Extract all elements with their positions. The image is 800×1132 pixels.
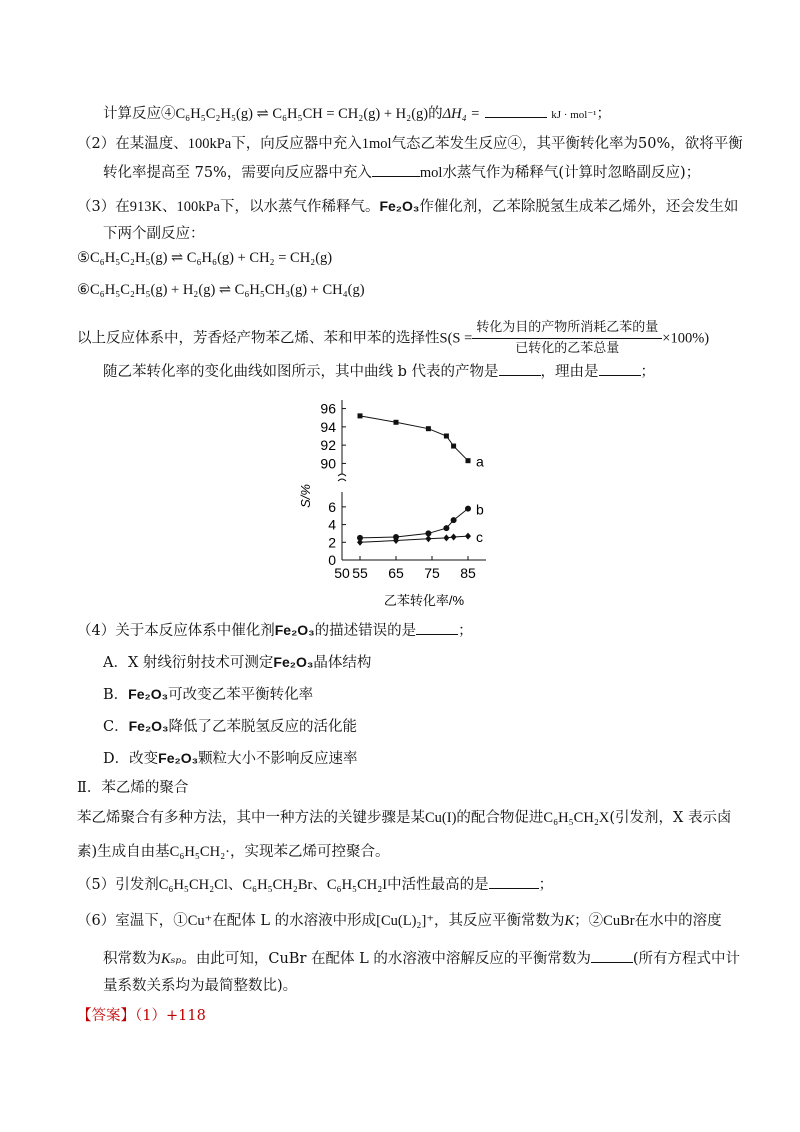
option-text: 降低了乙苯脱氢反应的活化能: [168, 719, 358, 735]
y-tick-label: 4: [328, 516, 336, 533]
q4-text: （4）关于本反应体系中催化剂: [77, 623, 275, 639]
pressure: 100kPa: [176, 199, 220, 215]
q5-text: （5）引发剂: [77, 877, 159, 893]
q3-text: ；: [640, 364, 655, 380]
selectivity-definition: [77, 318, 709, 359]
y-tick-label: 90: [320, 455, 336, 472]
option-text: B．: [103, 687, 129, 703]
q6-text: 在配体 L 的水溶液中形成: [212, 913, 377, 929]
catalyst-formula: Fe₂O₃: [158, 750, 199, 766]
q6-text: (所有方程式中计: [632, 951, 741, 967]
axis-break-mark: [338, 474, 346, 481]
section-title: Ⅱ．苯乙烯的聚合: [77, 780, 189, 796]
y-tick-label: 96: [320, 400, 336, 417]
q5: [77, 874, 553, 895]
initiator-list: C₆H₅CH₂Cl、C₆H₅CH₂Br、C₆H₅CH₂I: [158, 877, 388, 893]
radical-formula: C₆H₅CH₂·: [169, 844, 230, 860]
copper-species: Cu(I): [425, 810, 457, 826]
para-text: 的配合物促进: [456, 810, 544, 826]
reaction-5: ⑤C₆H₅C₂H₅(g) ⇌ C₆H₆(g) + CH₂ = CH₂(g): [77, 250, 333, 266]
point-b: [465, 506, 471, 512]
point-a: [426, 426, 431, 431]
series-label-c: c: [476, 529, 483, 546]
para-text: 素)生成自由基: [77, 844, 170, 860]
chart-marks: [357, 413, 484, 545]
q3-line4: [103, 361, 655, 382]
x-axis-label: 乙苯转化率/%: [383, 593, 465, 608]
selectivity-suffix: ×100%): [662, 330, 710, 347]
section2-para-line2: [77, 842, 389, 862]
catalyst-formula: Fe₂O₃: [128, 718, 169, 734]
q2-text: 气态乙苯发生反应④，其平衡转化率为50%，欲将平衡: [391, 136, 743, 152]
answer-blank[interactable]: [599, 361, 641, 376]
q4-stem: [77, 620, 473, 641]
answer-blank[interactable]: [372, 162, 420, 177]
catalyst-formula: Fe₂O₃: [379, 198, 420, 214]
series-label-b: b: [476, 501, 484, 518]
point-b: [451, 517, 457, 523]
section2-para-line1: [77, 808, 731, 828]
selectivity-fraction: [472, 318, 662, 359]
option-text: D．改变: [103, 751, 159, 767]
pressure: 100kPa: [187, 136, 232, 152]
q3-text: 以上反应体系中，芳香烃产物苯乙烯、苯和甲苯的选择性: [77, 330, 440, 347]
para-text: ，实现苯乙烯可控聚合。: [229, 844, 390, 860]
q3-line2: 下两个副反应：: [103, 226, 205, 242]
y-tick-label: 6: [328, 498, 336, 515]
option-text: A．X 射线衍射技术可测定: [103, 655, 274, 671]
answer-tag: 【答案】: [77, 1008, 135, 1024]
q3-text: ，理由是: [540, 364, 599, 380]
point-a: [451, 444, 456, 449]
point-a: [466, 458, 471, 463]
selectivity-symbol: S(S =: [439, 330, 473, 347]
cu-ion: Cu⁺: [187, 913, 213, 929]
option-b[interactable]: [103, 684, 313, 705]
punct: ；: [596, 106, 611, 122]
chart-axes: [320, 400, 486, 581]
point-a: [444, 434, 449, 439]
x-tick-label: 85: [460, 565, 476, 581]
cubr-formula: CuBr: [603, 913, 635, 929]
y-tick-label: 2: [328, 534, 336, 551]
answer-blank[interactable]: [591, 948, 633, 963]
q1-continuation: [103, 103, 611, 125]
delta-h4: ΔH₄ =: [442, 106, 481, 122]
initiator-formula: C₆H₅CH₂X: [543, 810, 610, 826]
x-tick-label: 55: [352, 565, 368, 581]
reaction-6: ⑥C₆H₅C₂H₅(g) + H₂(g) ⇌ C₆H₅CH₃(g) + CH₄(g): [77, 282, 365, 298]
q2-text: 转化率提高至 75%，需要向反应器中充入: [103, 165, 372, 181]
option-text: 可改变乙苯平衡转化率: [168, 687, 314, 703]
option-c[interactable]: [103, 716, 357, 737]
series-line-b: [360, 509, 468, 538]
q3-text: 下，以水蒸气作稀释气。: [219, 199, 380, 215]
point-c: [451, 533, 457, 540]
fraction-denominator: 已转化的乙苯总量: [515, 341, 620, 356]
point-c: [425, 535, 431, 542]
q6-line2: [103, 948, 740, 969]
option-d[interactable]: [103, 748, 358, 769]
para-text: (引发剂，X 表示卤: [609, 810, 732, 826]
q3-line1: [77, 196, 738, 217]
x-tick-label: 65: [388, 565, 404, 581]
answer-line: [77, 1006, 206, 1026]
answer-text: （1）+118: [135, 1008, 206, 1024]
k-symbol: K: [564, 913, 575, 929]
q5-text: ；: [538, 877, 554, 893]
q6-text: 。由此可知，CuBr 在配体 L 的水溶液中溶解反应的平衡常数为: [181, 951, 591, 967]
point-c: [465, 533, 471, 540]
option-a[interactable]: [103, 652, 371, 673]
q6-text: ；②: [574, 913, 604, 929]
q6-text: 积常数为: [103, 951, 161, 967]
selectivity-chart: [290, 388, 520, 616]
complex-ion: [Cu(L)₂]⁺: [376, 913, 434, 929]
unit-mol: mol: [419, 165, 443, 181]
q2-text: 下，向反应器中充入: [231, 136, 362, 152]
reaction-4-equation: C₆H₅C₂H₅(g) ⇌ C₆H₅CH = CH₂(g) + H₂(g): [175, 106, 429, 122]
q6-text: ，其反应平衡常数为: [433, 913, 565, 929]
answer-blank[interactable]: [485, 103, 547, 118]
catalyst-formula: Fe₂O₃: [274, 622, 315, 638]
q1-middle: 的: [428, 106, 443, 122]
point-a: [394, 420, 399, 425]
dh-unit: kJ · mol⁻¹: [551, 109, 597, 121]
answer-blank[interactable]: [416, 620, 458, 635]
q2-text: （2）在某温度、: [77, 136, 188, 152]
q6-line3: 量系数关系均为最简整数比)。: [103, 978, 298, 994]
q2-text: 水蒸气作为稀释气(计算时忽略副反应)；: [442, 165, 701, 181]
ksp-symbol: Kₛₚ: [161, 951, 182, 967]
amount: 1mol: [361, 136, 392, 152]
y-axis-label: S/%: [298, 484, 313, 508]
q3-text: 随乙苯转化率的变化曲线如图所示，其中曲线 b 代表的产物是: [103, 364, 499, 380]
q3-text: 、: [161, 199, 177, 215]
q2-line2: [103, 162, 700, 183]
q5-text: 中活性最高的是: [387, 877, 489, 893]
point-c: [443, 534, 449, 541]
option-text: 晶体结构: [313, 655, 372, 671]
answer-blank[interactable]: [489, 874, 539, 889]
option-text: C．: [103, 719, 129, 735]
para-text: 苯乙烯聚合有多种方法，其中一种方法的关键步骤是某: [77, 810, 425, 826]
option-text: 颗粒大小不影响反应速率: [198, 751, 358, 767]
answer-blank[interactable]: [499, 361, 541, 376]
q6-text: 在水中的溶度: [634, 913, 722, 929]
y-tick-label: 0: [328, 552, 336, 568]
y-tick-label: 92: [320, 437, 336, 454]
catalyst-formula: Fe₂O₃: [128, 686, 169, 702]
fraction-numerator: 转化为目的产物所消耗乙苯的量: [472, 318, 662, 339]
x-tick-label: 75: [424, 565, 440, 581]
q4-text: ；: [458, 623, 473, 639]
y-tick-label: 94: [320, 418, 336, 435]
point-a: [358, 413, 363, 418]
q4-text: 的描述错误的是: [314, 623, 417, 639]
series-line-a: [360, 416, 468, 461]
q6-line1: [77, 911, 722, 931]
q3-text: 作催化剂，乙苯除脱氢生成苯乙烯外，还会发生如: [419, 199, 739, 215]
series-label-a: a: [476, 453, 484, 470]
x-tick-label: 50: [334, 565, 350, 581]
catalyst-formula: Fe₂O₃: [273, 654, 314, 670]
point-b: [443, 525, 449, 531]
q1-prefix: 计算反应④: [103, 106, 176, 122]
q2-line1: [77, 134, 743, 154]
temperature: 913K: [129, 199, 162, 215]
q3-text: （3）在: [77, 199, 130, 215]
q6-text: （6）室温下，①: [77, 913, 188, 929]
